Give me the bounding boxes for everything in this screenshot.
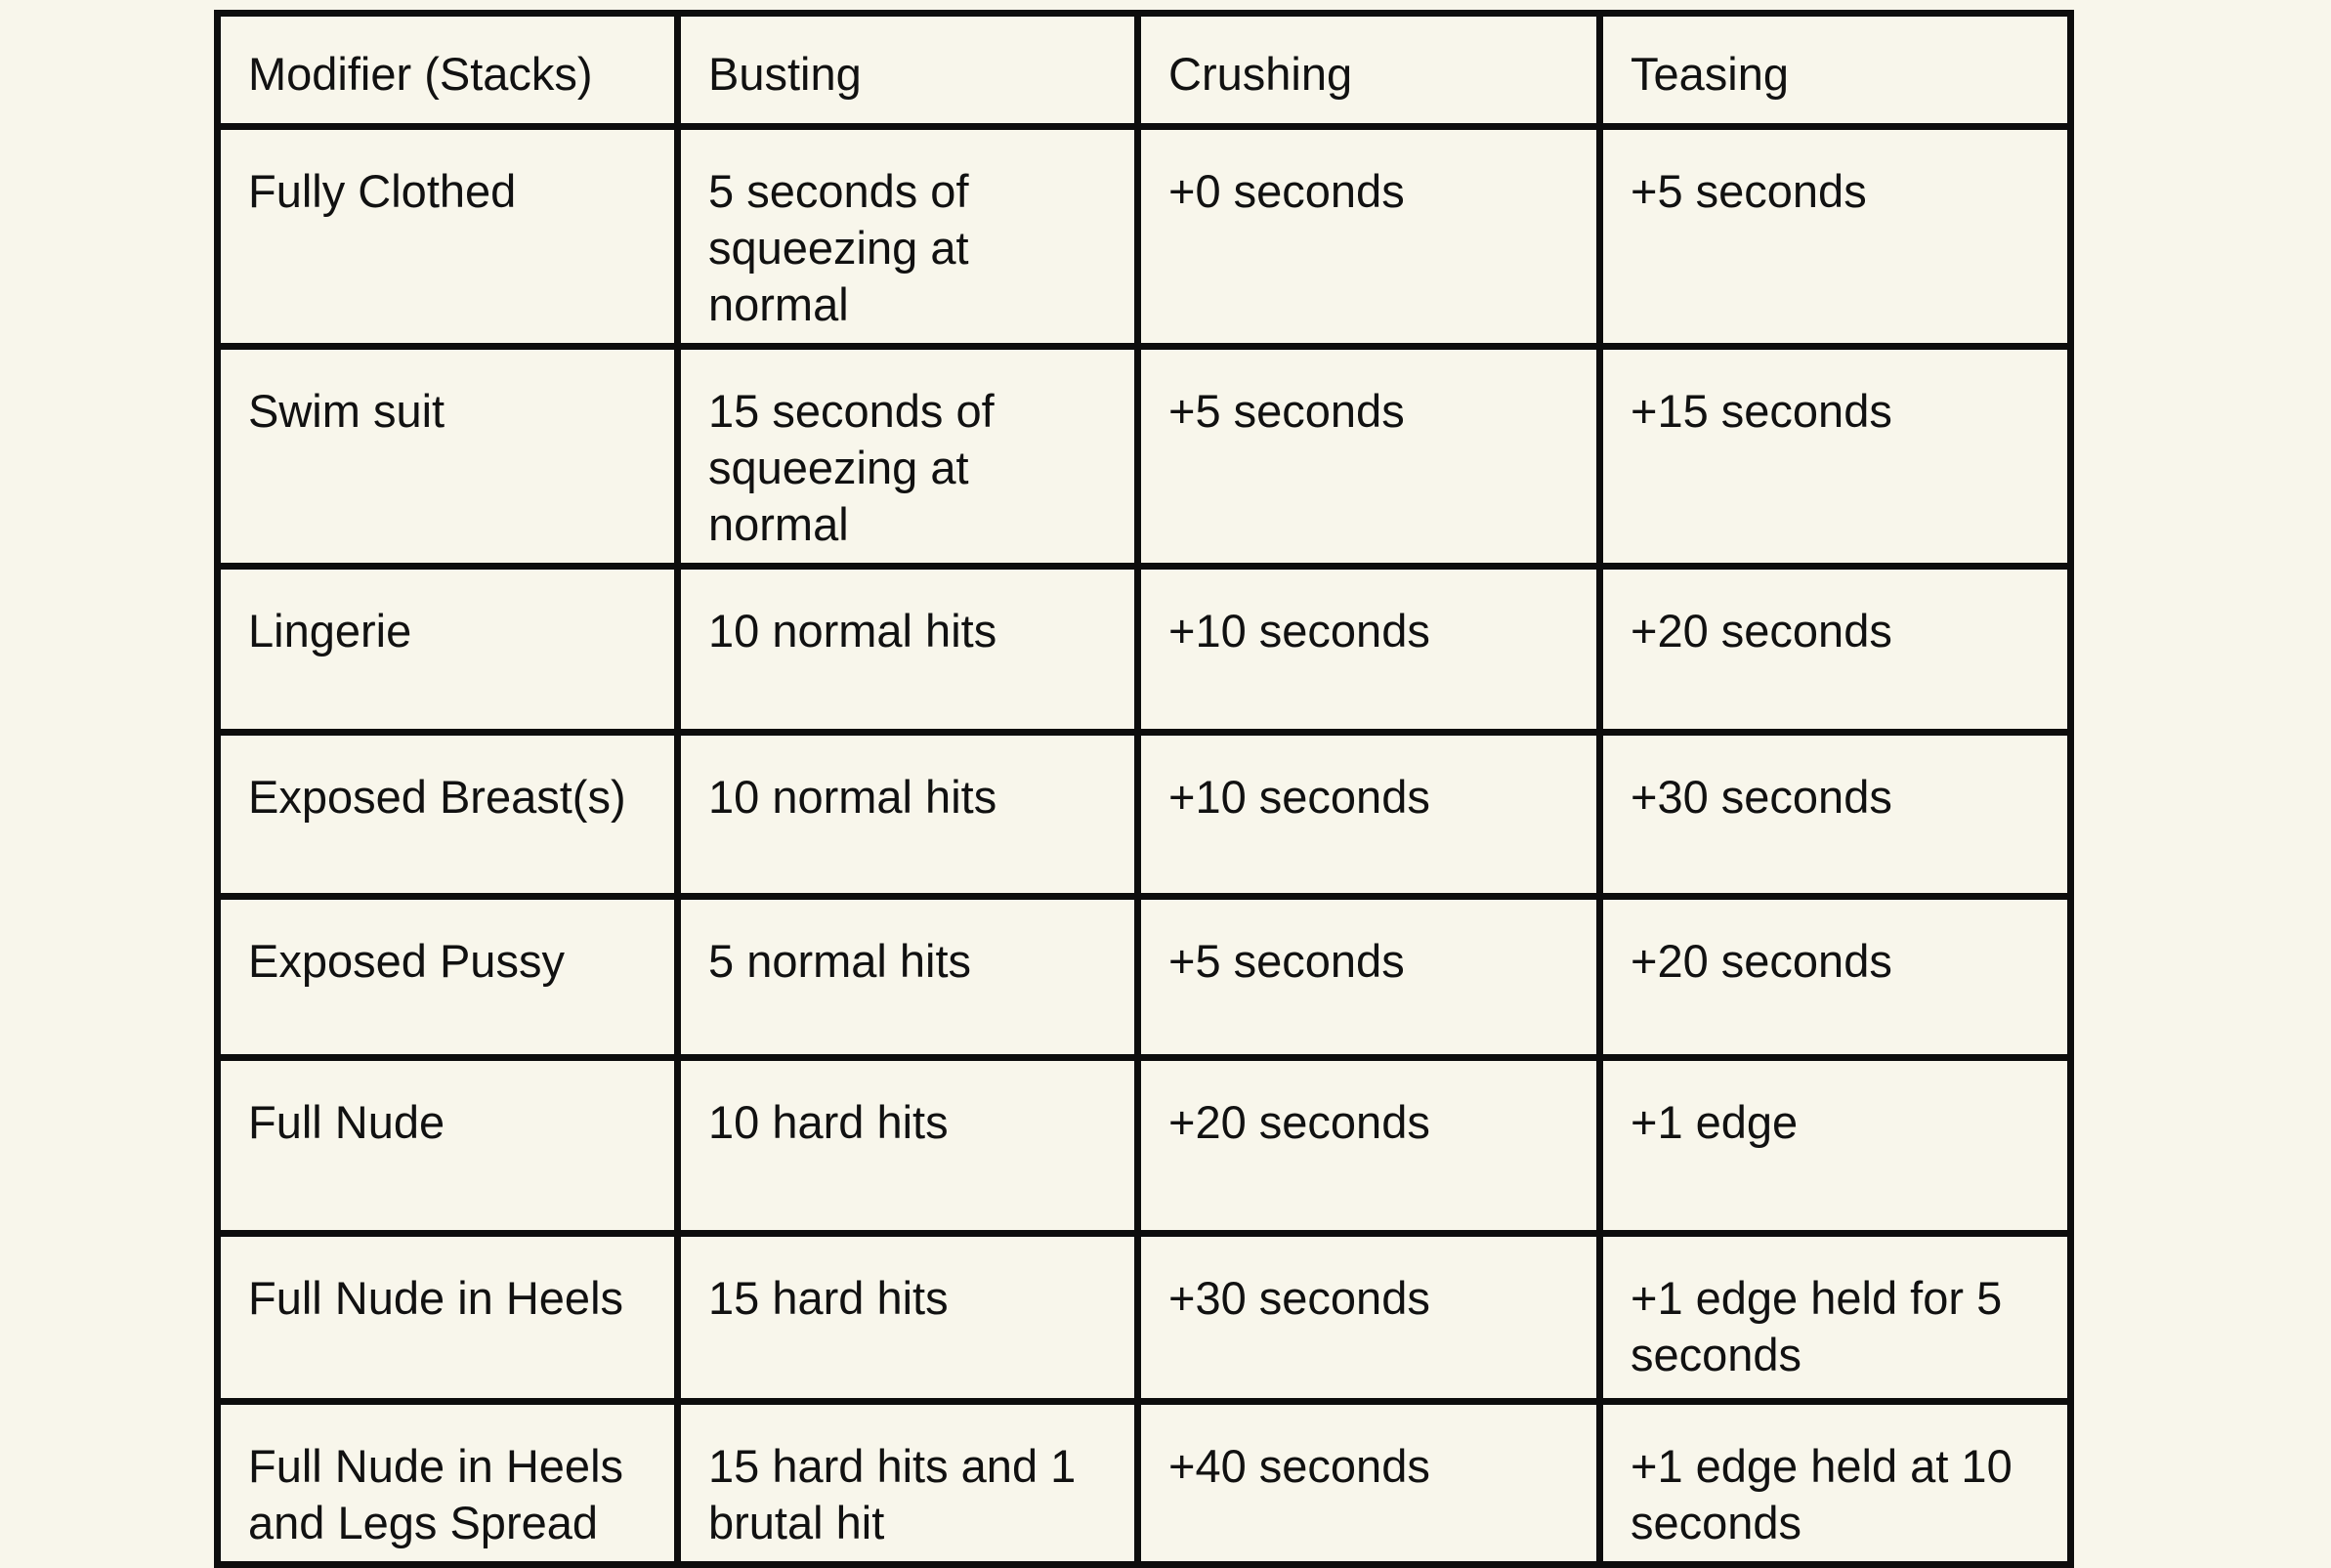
teasing-cell: +1 edge held at 10 seconds xyxy=(1600,1402,2071,1565)
crushing-cell: +5 seconds xyxy=(1138,347,1600,567)
modifier-cell: Exposed Pussy xyxy=(218,897,678,1058)
crushing-cell: +10 seconds xyxy=(1138,567,1600,733)
teasing-cell: +1 edge held for 5 seconds xyxy=(1600,1234,2071,1402)
table-row xyxy=(218,567,2071,733)
teasing-cell: +20 seconds xyxy=(1600,897,2071,1058)
busting-cell: 5 seconds of squeezing at normal xyxy=(678,127,1138,347)
table-row xyxy=(218,127,2071,347)
teasing-cell: +5 seconds xyxy=(1600,127,2071,347)
crushing-cell: +5 seconds xyxy=(1138,897,1600,1058)
modifier-table xyxy=(214,10,2074,1568)
modifier-cell: Swim suit xyxy=(218,347,678,567)
header-cell-teasing: Teasing xyxy=(1600,14,2071,127)
table-row xyxy=(218,1234,2071,1402)
header-cell-busting: Busting xyxy=(678,14,1138,127)
modifier-cell: Full Nude in Heels xyxy=(218,1234,678,1402)
table-row xyxy=(218,897,2071,1058)
busting-cell: 15 hard hits xyxy=(678,1234,1138,1402)
header-row xyxy=(218,14,2071,127)
teasing-cell: +15 seconds xyxy=(1600,347,2071,567)
modifier-cell: Exposed Breast(s) xyxy=(218,733,678,897)
table-row xyxy=(218,347,2071,567)
teasing-cell: +30 seconds xyxy=(1600,733,2071,897)
busting-cell: 10 normal hits xyxy=(678,733,1138,897)
busting-cell: 15 hard hits and 1 brutal hit xyxy=(678,1402,1138,1565)
crushing-cell: +10 seconds xyxy=(1138,733,1600,897)
header-cell-crushing: Crushing xyxy=(1138,14,1600,127)
modifier-cell: Full Nude in Heels and Legs Spread xyxy=(218,1402,678,1565)
busting-cell: 10 normal hits xyxy=(678,567,1138,733)
crushing-cell: +30 seconds xyxy=(1138,1234,1600,1402)
busting-cell: 15 seconds of squeezing at normal xyxy=(678,347,1138,567)
crushing-cell: +40 seconds xyxy=(1138,1402,1600,1565)
busting-cell: 10 hard hits xyxy=(678,1058,1138,1234)
modifier-cell: Full Nude xyxy=(218,1058,678,1234)
teasing-cell: +1 edge xyxy=(1600,1058,2071,1234)
table-row xyxy=(218,733,2071,897)
header-cell-modifier: Modifier (Stacks) xyxy=(218,14,678,127)
modifier-cell: Fully Clothed xyxy=(218,127,678,347)
crushing-cell: +20 seconds xyxy=(1138,1058,1600,1234)
table-row xyxy=(218,1058,2071,1234)
crushing-cell: +0 seconds xyxy=(1138,127,1600,347)
modifier-cell: Lingerie xyxy=(218,567,678,733)
busting-cell: 5 normal hits xyxy=(678,897,1138,1058)
teasing-cell: +20 seconds xyxy=(1600,567,2071,733)
table-row xyxy=(218,1402,2071,1565)
